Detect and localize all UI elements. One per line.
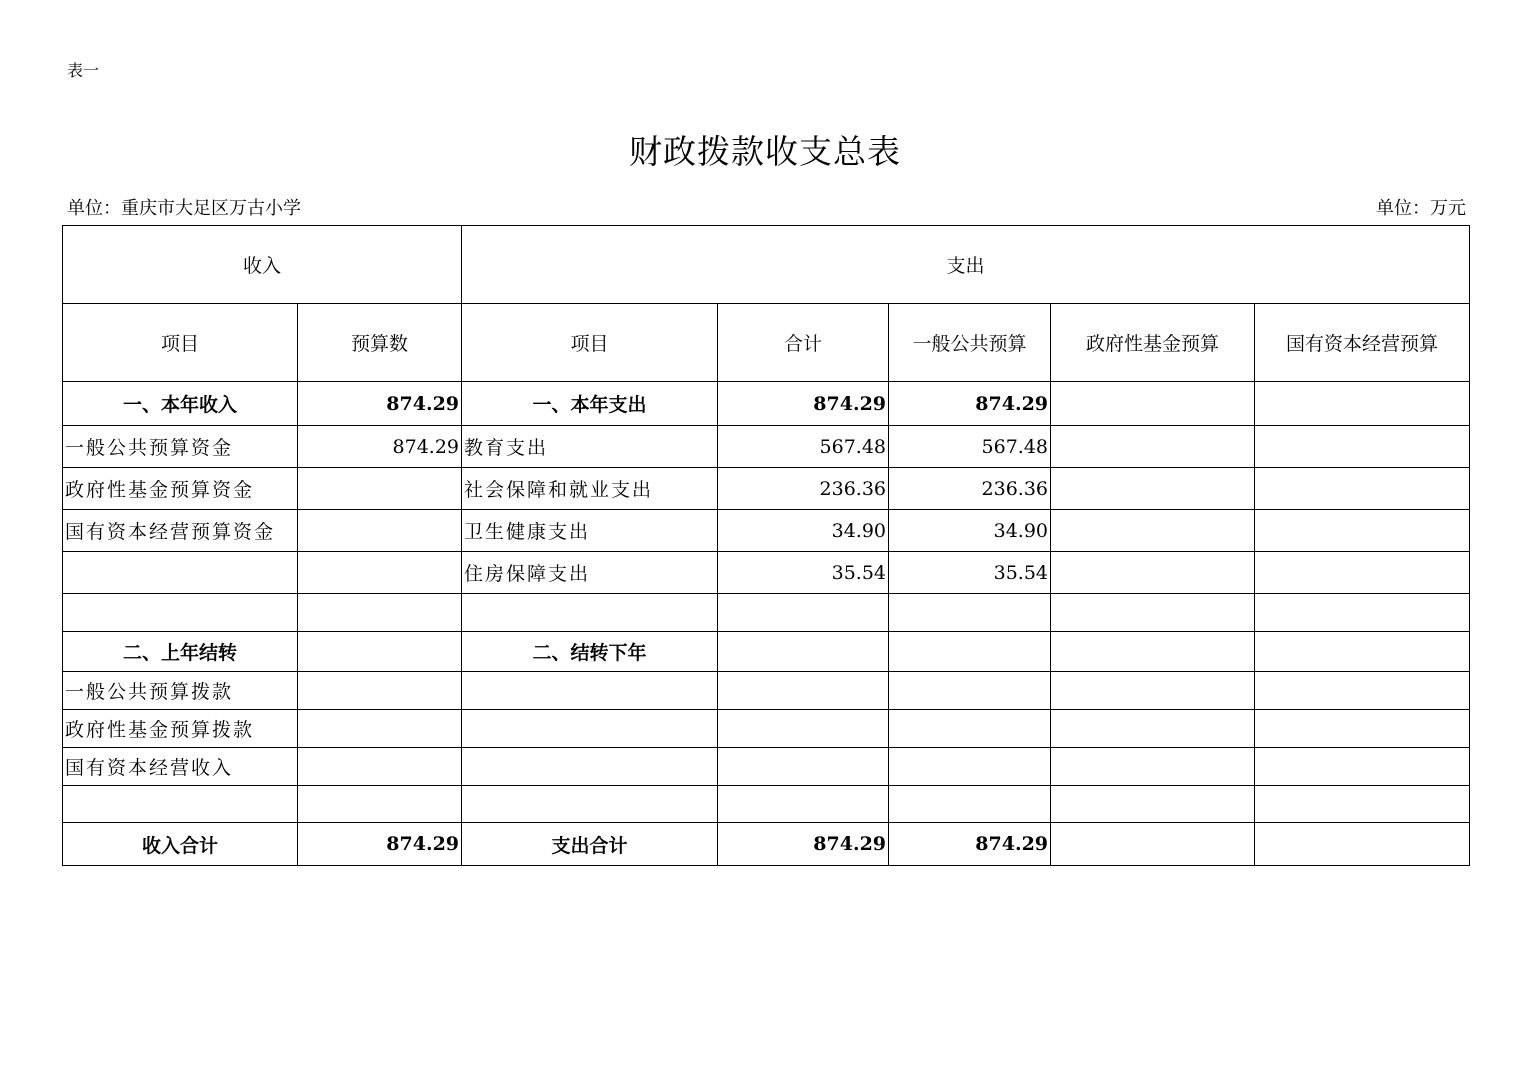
table-row: [63, 468, 1470, 510]
expense-state-capital: [1255, 710, 1470, 748]
expense-item: [462, 672, 718, 710]
expense-state-capital: [1255, 632, 1470, 672]
expense-general: [889, 594, 1051, 632]
expense-total: 874.29: [718, 382, 889, 426]
expense-general: 35.54: [889, 552, 1051, 594]
expense-item: 住房保障支出: [462, 552, 718, 594]
expense-general: [889, 710, 1051, 748]
expense-gov-fund: [1051, 786, 1255, 823]
expense-gov-fund: [1051, 710, 1255, 748]
expense-total: [718, 672, 889, 710]
income-item: [63, 786, 298, 823]
page-title: 财政拨款收支总表: [629, 132, 901, 171]
expense-state-capital: [1255, 748, 1470, 786]
expense-state-capital: [1255, 594, 1470, 632]
income-amount: 874.29: [298, 382, 462, 426]
expense-gov-fund: [1051, 632, 1255, 672]
expense-gov-fund: [1051, 672, 1255, 710]
income-total-amount: 874.29: [298, 823, 462, 866]
expense-state-capital: [1255, 672, 1470, 710]
table-row: [63, 786, 1470, 823]
expense-general: 236.36: [889, 468, 1051, 510]
expense-item: 社会保障和就业支出: [462, 468, 718, 510]
expense-total: [718, 748, 889, 786]
expense-item: 教育支出: [462, 426, 718, 468]
table-row: [63, 382, 1470, 426]
income-item: 二、上年结转: [63, 632, 298, 672]
expense-item: 一、本年支出: [462, 382, 718, 426]
expense-general: 567.48: [889, 426, 1051, 468]
expense-gov-fund: [1051, 468, 1255, 510]
expense-total-general: 874.29: [889, 823, 1051, 866]
table-row: [63, 426, 1470, 468]
income-item: 政府性基金预算资金: [63, 468, 298, 510]
income-item: [63, 594, 298, 632]
expense-item: [462, 594, 718, 632]
income-item: 国有资本经营收入: [63, 748, 298, 786]
fiscal-summary-table: [62, 225, 1470, 866]
table-row: [63, 748, 1470, 786]
expense-total-gov-fund: [1051, 823, 1255, 866]
expense-total: 236.36: [718, 468, 889, 510]
expense-general: 874.29: [889, 382, 1051, 426]
income-amount: [298, 552, 462, 594]
expense-gov-fund: [1051, 748, 1255, 786]
expense-header: 支出: [462, 226, 1470, 304]
expense-item: 卫生健康支出: [462, 510, 718, 552]
total-header: 合计: [718, 304, 889, 382]
expense-item: [462, 710, 718, 748]
expense-total: 35.54: [718, 552, 889, 594]
table-number: 表一: [67, 61, 100, 80]
expense-general: [889, 786, 1051, 823]
expense-total: 34.90: [718, 510, 889, 552]
table-row-total: [63, 823, 1470, 866]
income-item: [63, 552, 298, 594]
expense-general: [889, 672, 1051, 710]
income-amount: [298, 672, 462, 710]
header-row-columns: [63, 304, 1470, 382]
expense-item: [462, 748, 718, 786]
expense-state-capital: [1255, 382, 1470, 426]
income-item: 一般公共预算资金: [63, 426, 298, 468]
expense-gov-fund: [1051, 552, 1255, 594]
expense-state-capital: [1255, 786, 1470, 823]
expense-state-capital: [1255, 510, 1470, 552]
expense-total: [718, 786, 889, 823]
income-amount: [298, 594, 462, 632]
income-amount: [298, 710, 462, 748]
table-row: [63, 594, 1470, 632]
income-amount: [298, 510, 462, 552]
expense-gov-fund: [1051, 382, 1255, 426]
expense-total: [718, 710, 889, 748]
gov-fund-budget-header: 政府性基金预算: [1051, 304, 1255, 382]
income-amount: [298, 468, 462, 510]
table-row: [63, 632, 1470, 672]
expense-gov-fund: [1051, 426, 1255, 468]
table-row: [63, 672, 1470, 710]
expense-total-sum: 874.29: [718, 823, 889, 866]
income-amount: [298, 748, 462, 786]
table-row: [63, 510, 1470, 552]
expense-general: 34.90: [889, 510, 1051, 552]
expense-general: [889, 632, 1051, 672]
expense-total-label: 支出合计: [462, 823, 718, 866]
income-item: 国有资本经营预算资金: [63, 510, 298, 552]
expense-gov-fund: [1051, 510, 1255, 552]
expense-gov-fund: [1051, 594, 1255, 632]
expense-general: [889, 748, 1051, 786]
expense-total-state-capital: [1255, 823, 1470, 866]
header-row-group: [63, 226, 1470, 304]
table-row: [63, 710, 1470, 748]
income-amount: 874.29: [298, 426, 462, 468]
income-budget-header: 预算数: [298, 304, 462, 382]
income-header: 收入: [63, 226, 462, 304]
expense-item: [462, 786, 718, 823]
income-item: 一般公共预算拨款: [63, 672, 298, 710]
general-budget-header: 一般公共预算: [889, 304, 1051, 382]
expense-item: 二、结转下年: [462, 632, 718, 672]
unit-currency: 单位：万元: [1376, 198, 1466, 219]
state-capital-budget-header: 国有资本经营预算: [1255, 304, 1470, 382]
income-item: 一、本年收入: [63, 382, 298, 426]
expense-state-capital: [1255, 426, 1470, 468]
expense-state-capital: [1255, 468, 1470, 510]
expense-total: [718, 594, 889, 632]
income-amount: [298, 632, 462, 672]
expense-total: 567.48: [718, 426, 889, 468]
unit-organization: 单位：重庆市大足区万古小学: [67, 198, 301, 219]
income-item: 政府性基金预算拨款: [63, 710, 298, 748]
expense-item-header: 项目: [462, 304, 718, 382]
income-amount: [298, 786, 462, 823]
income-total-label: 收入合计: [63, 823, 298, 866]
expense-state-capital: [1255, 552, 1470, 594]
expense-total: [718, 632, 889, 672]
table-row: [63, 552, 1470, 594]
income-item-header: 项目: [63, 304, 298, 382]
